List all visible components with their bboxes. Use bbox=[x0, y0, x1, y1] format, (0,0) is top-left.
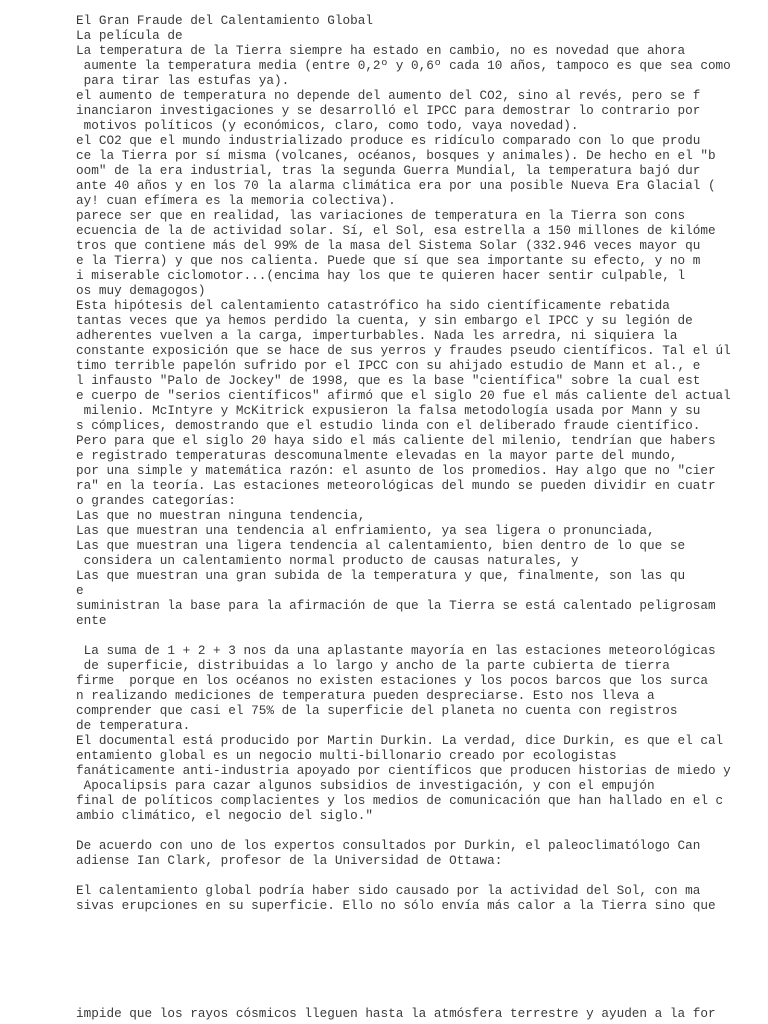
text-line: os muy demagogos) bbox=[76, 283, 206, 298]
text-line: e registrado temperaturas descomunalmente elevadas en la mayor parte del mundo, bbox=[76, 448, 678, 463]
text-line: ay! cuan efímera es la memoria colectiva). bbox=[76, 193, 396, 208]
text-line: ambio climático, el negocio del siglo." bbox=[76, 808, 373, 823]
text-line: ante 40 años y en los 70 la alarma climática era por una posible Nueva Era Glacial ( bbox=[76, 178, 716, 193]
document-body bbox=[76, 13, 736, 913]
text-line: aumente la temperatura media (entre 0,2º y 0,6º cada 10 años, tampoco es que sea como bbox=[76, 58, 731, 73]
text-line: tros que contiene más del 99% de la masa del Sistema Solar (332.946 veces mayor qu bbox=[76, 238, 701, 253]
text-line: para tirar las estufas ya). bbox=[76, 73, 290, 88]
text-line: parece ser que en realidad, las variaciones de temperatura en la Tierra son cons bbox=[76, 208, 686, 223]
blank-line bbox=[76, 868, 736, 883]
text-line: El calentamiento global podría haber sido causado por la actividad del Sol, con ma bbox=[76, 883, 701, 898]
text-line: por una simple y matemática razón: el asunto de los promedios. Hay algo que no "cier bbox=[76, 463, 716, 478]
text-line: inanciaron investigaciones y se desarrolló el IPCC para demostrar lo contrario por bbox=[76, 103, 701, 118]
text-line: oom" de la era industrial, tras la segunda Guerra Mundial, la temperatura bajó dur bbox=[76, 163, 701, 178]
text-line: entamiento global es un negocio multi-billonario creado por ecologistas bbox=[76, 748, 617, 763]
text-line: adherentes vuelven a la carga, imperturbables. Nada les arredra, ni siquiera la bbox=[76, 328, 678, 343]
text-line: comprender que casi el 75% de la superficie del planeta no cuenta con registros bbox=[76, 703, 678, 718]
text-line: La temperatura de la Tierra siempre ha estado en cambio, no es novedad que ahora bbox=[76, 43, 686, 58]
text-line: timo terrible papelón sufrido por el IPCC con su ahijado estudio de Mann et al., e bbox=[76, 358, 701, 373]
text-line: firme porque en los océanos no existen estaciones y los pocos barcos que los surca bbox=[76, 673, 708, 688]
text-line: motivos políticos (y económicos, claro, como todo, vaya novedad). bbox=[76, 118, 579, 133]
text-line: de superficie, distribuidas a lo largo y ancho de la parte cubierta de tierra bbox=[76, 658, 670, 673]
text-line: Pero para que el siglo 20 haya sido el más caliente del milenio, tendrían que habers bbox=[76, 433, 716, 448]
text-line: e bbox=[76, 583, 84, 598]
text-line: Las que muestran una tendencia al enfriamiento, ya sea ligera o pronunciada, bbox=[76, 523, 655, 538]
page-bottom-line: impide que los rayos cósmicos lleguen hasta la atmósfera terrestre y ayuden a la for bbox=[76, 1006, 716, 1021]
text-line: ecuencia de la de actividad solar. Sí, el Sol, esa estrella a 150 millones de kilóme bbox=[76, 223, 716, 238]
text-line: considera un calentamiento normal producto de causas naturales, y bbox=[76, 553, 579, 568]
document-title: El Gran Fraude del Calentamiento Global bbox=[76, 13, 373, 28]
text-line: de temperatura. bbox=[76, 718, 191, 733]
text-line: l infausto "Palo de Jockey" de 1998, que es la base "científica" sobre la cual est bbox=[76, 373, 701, 388]
text-line: ce la Tierra por sí misma (volcanes, océanos, bosques y animales). De hecho en el "b bbox=[76, 148, 716, 163]
text-line: sivas erupciones en su superficie. Ello no sólo envía más calor a la Tierra sino que bbox=[76, 898, 716, 913]
text-line: el CO2 que el mundo industrializado produce es ridículo comparado con lo que produ bbox=[76, 133, 701, 148]
text-line: Apocalipsis para cazar algunos subsidios de investigación, y con el empujón bbox=[76, 778, 655, 793]
text-line: De acuerdo con uno de los expertos consultados por Durkin, el paleoclimatólogo Can bbox=[76, 838, 701, 853]
text-line: La película de bbox=[76, 28, 183, 43]
text-line: o grandes categorías: bbox=[76, 493, 236, 508]
text-line: i miserable ciclomotor...(encima hay los que te quieren hacer sentir culpable, l bbox=[76, 268, 686, 283]
text-line: ente bbox=[76, 613, 107, 628]
text-line: milenio. McIntyre y McKitrick expusieron la falsa metodología usada por Mann y su bbox=[76, 403, 701, 418]
text-line: el aumento de temperatura no depende del aumento del CO2, sino al revés, pero se f bbox=[76, 88, 701, 103]
text-line: La suma de 1 + 2 + 3 nos da una aplastante mayoría en las estaciones meteorológicas bbox=[76, 643, 716, 658]
text-line: constante exposición que se hace de sus yerros y fraudes pseudo científicos. Tal el úl bbox=[76, 343, 731, 358]
text-line: e la Tierra) y que nos calienta. Puede que sí que sea importante su efecto, y no m bbox=[76, 253, 701, 268]
blank-line bbox=[76, 823, 736, 838]
text-line: Las que muestran una gran subida de la temperatura y que, finalmente, son las qu bbox=[76, 568, 686, 583]
text-line: adiense Ian Clark, profesor de la Universidad de Ottawa: bbox=[76, 853, 503, 868]
text-line: s cómplices, demostrando que el estudio linda con el deliberado fraude científico. bbox=[76, 418, 701, 433]
blank-line bbox=[76, 628, 736, 643]
text-line: tantas veces que ya hemos perdido la cuenta, y sin embargo el IPCC y su legión de bbox=[76, 313, 693, 328]
text-line: suministran la base para la afirmación de que la Tierra se está calentado peligrosam bbox=[76, 598, 716, 613]
text-line: El documental está producido por Martin Durkin. La verdad, dice Durkin, es que el cal bbox=[76, 733, 724, 748]
text-line: Las que muestran una ligera tendencia al calentamiento, bien dentro de lo que se bbox=[76, 538, 686, 553]
text-line: Esta hipótesis del calentamiento catastrófico ha sido científicamente rebatida bbox=[76, 298, 670, 313]
text-line: e cuerpo de "serios científicos" afirmó que el siglo 20 fue el más caliente del actual bbox=[76, 388, 731, 403]
text-line: Las que no muestran ninguna tendencia, bbox=[76, 508, 366, 523]
text-line: ra" en la teoría. Las estaciones meteorológicas del mundo se pueden dividir en cuatr bbox=[76, 478, 716, 493]
text-line: n realizando mediciones de temperatura pueden despreciarse. Esto nos lleva a bbox=[76, 688, 655, 703]
text-line: fanáticamente anti-industria apoyado por científicos que producen historias de miedo y bbox=[76, 763, 731, 778]
text-line: final de políticos complacientes y los medios de comunicación que han hallado en el c bbox=[76, 793, 724, 808]
